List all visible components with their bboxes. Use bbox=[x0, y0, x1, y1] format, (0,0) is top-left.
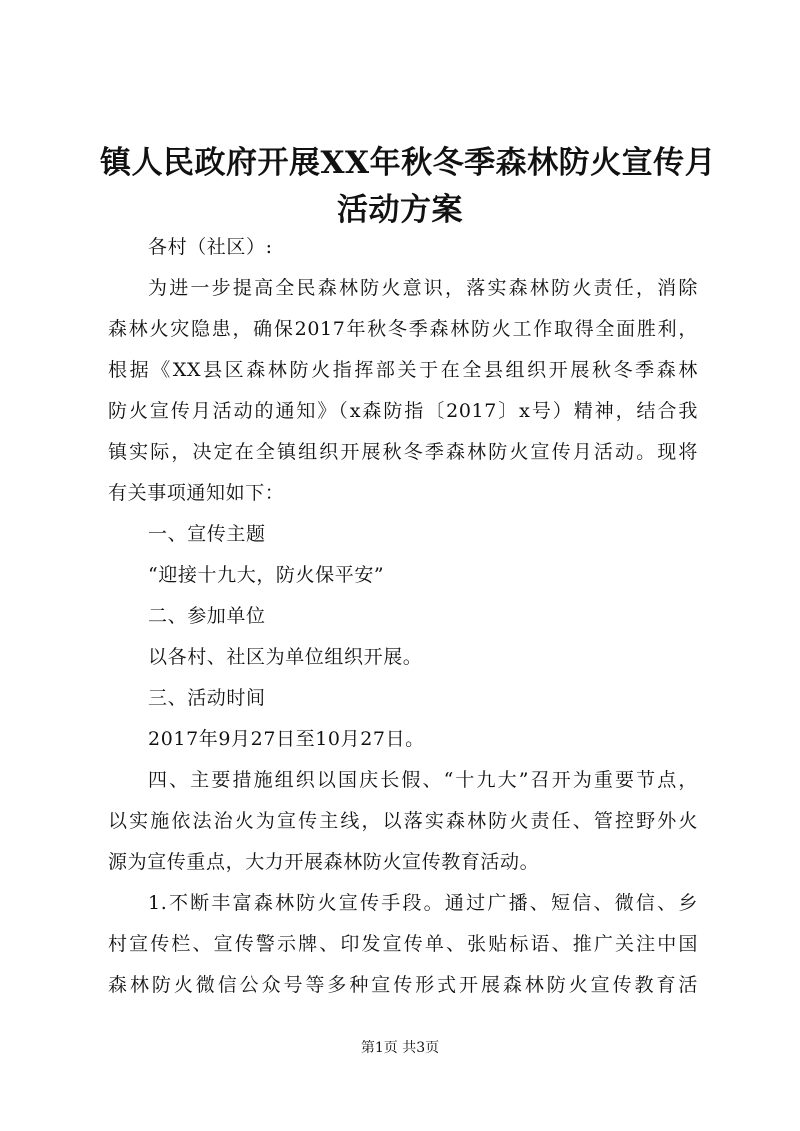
body-line: 村宣传栏、宣传警示牌、印发宣传单、张贴标语、推广关注中国 bbox=[108, 933, 698, 955]
body-line: 以各村、社区为单位组织开展。 bbox=[148, 646, 423, 668]
page-number-label: 第1页 共3页 bbox=[360, 1040, 440, 1056]
body-line: “迎接十九大，防火保平安” bbox=[148, 564, 385, 586]
body-line: 源为宣传重点，大力开展森林防火宣传教育活动。 bbox=[108, 851, 540, 873]
body-line: 根据《XX县区森林防火指挥部关于在全县组织开展秋冬季森林 bbox=[108, 359, 698, 381]
document-title-line1: 镇人民政府开展XX年秋冬季森林防火宣传月 bbox=[100, 145, 717, 181]
document-body bbox=[108, 227, 698, 1006]
page-footer bbox=[0, 1037, 800, 1057]
body-line: 森林防火微信公众号等多种宣传形式开展森林防火宣传教育活 bbox=[108, 974, 698, 996]
body-line: 森林火灾隐患，确保2017年秋冬季森林防火工作取得全面胜利， bbox=[108, 318, 698, 340]
body-line: 有关事项通知如下： bbox=[108, 482, 285, 504]
body-line: 一、宣传主题 bbox=[148, 523, 266, 545]
body-line: 二、参加单位 bbox=[148, 605, 266, 627]
body-line: 镇实际，决定在全镇组织开展秋冬季森林防火宣传月活动。现将 bbox=[108, 441, 698, 463]
body-line: 为进一步提高全民森林防火意识，落实森林防火责任，消除 bbox=[148, 277, 698, 299]
body-line: 三、活动时间 bbox=[148, 687, 266, 709]
document-title-line2: 活动方案 bbox=[337, 192, 463, 228]
body-line: 各村（社区）: bbox=[148, 236, 273, 258]
body-line: 1.不断丰富森林防火宣传手段。通过广播、短信、微信、乡 bbox=[148, 892, 698, 914]
body-line: 四、主要措施组织以国庆长假、“十九大”召开为重要节点， bbox=[148, 769, 698, 791]
body-line: 以实施依法治火为宣传主线，以落实森林防火责任、管控野外火 bbox=[108, 810, 698, 832]
body-line: 防火宣传月活动的通知》（x森防指〔2017〕x号）精神，结合我 bbox=[108, 400, 698, 422]
body-line: 2017年9月27日至10月27日。 bbox=[148, 728, 425, 750]
